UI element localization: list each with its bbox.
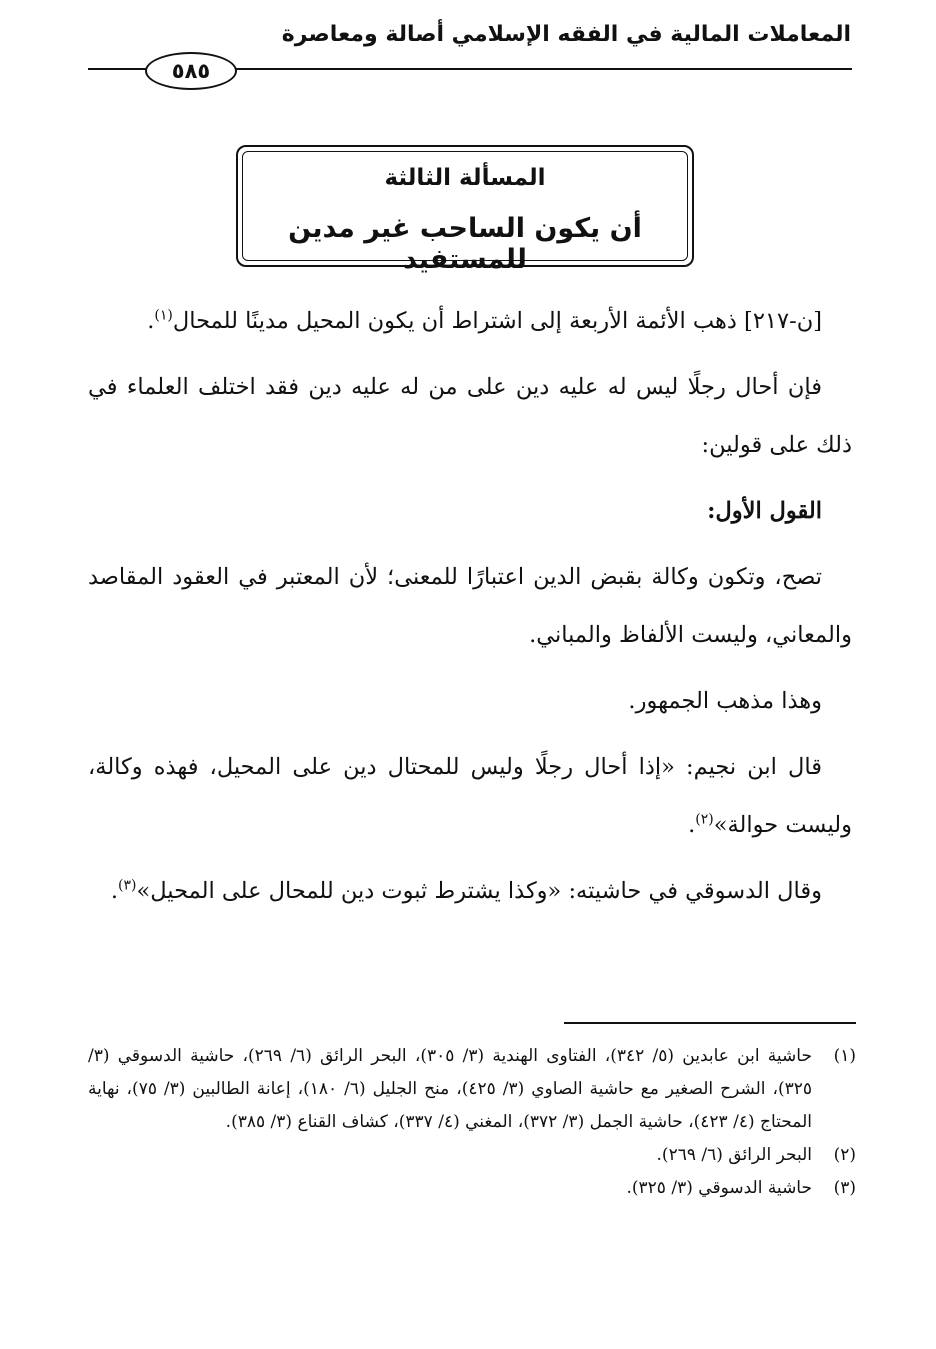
paragraph: فإن أحال رجلًا ليس له عليه دين على من له عليه دين فقد اختلف العلماء في ذلك على قولين: (88, 374, 852, 458)
page-number-badge: ٥٨٥ (145, 52, 237, 90)
footnote-number: (١) (833, 1046, 856, 1066)
section-title-box (236, 145, 694, 275)
footnote-number: (٣) (833, 1178, 856, 1198)
paragraph: وهذا مذهب الجمهور. (628, 688, 822, 714)
paragraph: وقال الدسوقي في حاشيته: «وكذا يشترط ثبوت دين للمحال على المحيل»$^{(٣)}$. (110, 877, 822, 904)
footnote-item (88, 1040, 856, 1139)
footnote-number: (٢) (833, 1145, 856, 1165)
footnote-text: حاشية ابن عابدين (٥/ ٣٤٢)، الفتاوى الهندية (٣/ ٣٠٥)، البحر الرائق (٦/ ٢٦٩)، حاشية الدسوقي (٣/ ٣٢٥)، الشرح الصغير مع حاشية الصاوي (٣/ ٤٢٥)، منح الجليل (٦/ ١٨٠)، إعانة الطالبين (٣/ ٧٥)، نهاية المحتاج (٤/ ٤٢٣)، حاشية الجمل (٣/ ٣٧٢)، المغني (٤/ ٣٣٧)، كشاف القناع (٣/ ٣٨٥). (88, 1046, 813, 1132)
footnote-text: حاشية الدسوقي (٣/ ٣٢٥). (626, 1178, 812, 1198)
footnote-ref[interactable]: (١) (154, 307, 173, 324)
footnote-ref[interactable]: (٢) (695, 811, 714, 828)
body-text (88, 292, 852, 928)
paragraph: [ن-٢١٧] ذهب الأئمة الأربعة إلى اشتراط أن يكون المحيل مدينًا للمحال$^{(١)}$. (147, 307, 822, 334)
footnote-separator (564, 1022, 856, 1024)
footnote-item (88, 1172, 856, 1205)
paragraph: قال ابن نجيم: «إذا أحال رجلًا وليس للمحتال دين على المحيل، فهذه وكالة، وليست حوالة»$^{(٢)}$. (88, 754, 852, 838)
paragraph: تصح، وتكون وكالة بقبض الدين اعتبارًا للمعنى؛ لأن المعتبر في العقود المقاصد والمعاني، وليست الألفاظ والمباني. (88, 564, 852, 648)
footnote-ref[interactable]: (٣) (118, 877, 137, 894)
opinion-heading: القول الأول: (707, 498, 822, 524)
running-header-title: المعاملات المالية في الفقه الإسلامي أصالة ومعاصرة (281, 22, 851, 47)
section-number-title: المسألة الثالثة (384, 165, 546, 191)
footnote-item (88, 1139, 856, 1172)
section-subtitle: أن يكون الساحب غير مدين للمستفيد (288, 213, 642, 275)
footnotes (88, 1040, 856, 1205)
footnote-text: البحر الرائق (٦/ ٢٦٩). (656, 1145, 812, 1165)
